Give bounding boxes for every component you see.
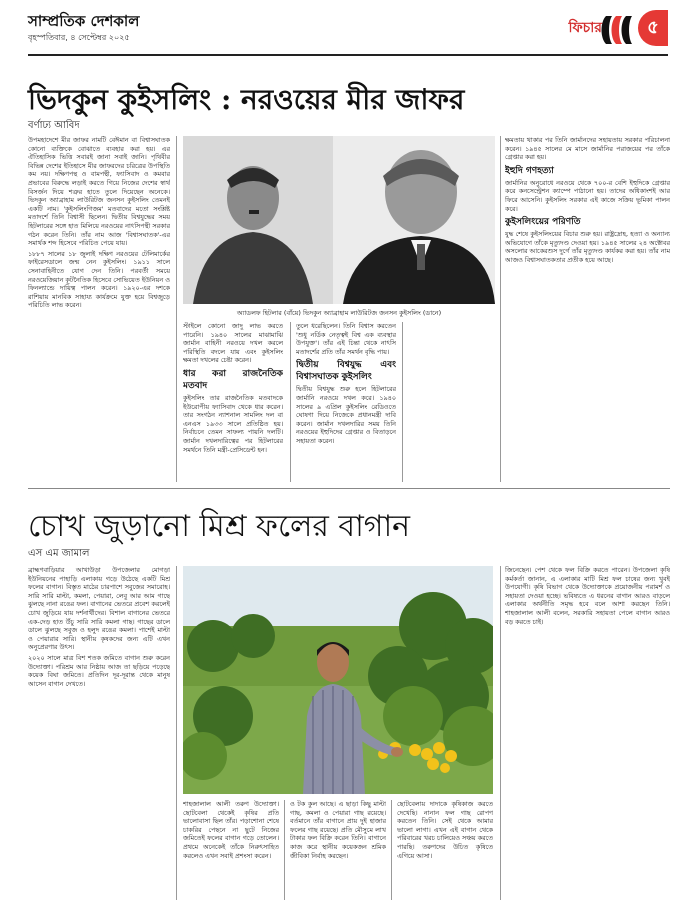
fruit-garden-photo: [183, 566, 493, 794]
article1-column-4: [505, 136, 670, 482]
article2-col1-paragraph: ব্রাহ্মণবাড়িয়ার আখাউড়া উপজেলার মোগড়া ইউনিয়নের পাহাড়ি এলাকায় গড়ে উঠেছে একটি মিশ্র ফলের বাগান। বিস্তৃত মাঠের চারপাশে সবুজের সমারোহ। সারি সারি মাল্টা, কমলা, পেয়ারা, লেবু আর আম গাছে ঝুলছে নানা রঙের ফল। বাগানের ভেতরে প্রবেশ করলেই চোখ জুড়িয়ে যায় দর্শনার্থীদের। বিশাল বাগানের ভেতরে এক-দেড় হাত উঁচু সারি সারি কমলা গাছ। গাছের ডালে ডালে ঝুলছে সবুজ ও হলুদ রঙের কমলা। পাশেই মাল্টা ও পেয়ারার সারি। স্থানীয় কৃষকদের জন্য এটি এখন অনুপ্রেরণার উৎস।: [28, 566, 170, 652]
article1-col4-paragraph-2: জার্মানির অনুরোধে নরওয়ে থেকে ৭০০-র বেশি ইহুদিকে গ্রেপ্তার করে কনসেন্ট্রেশন ক্যাম্পে পাঠানো হয়। তাদের অধিকাংশই আর ফিরে আসেনি। কুইসলিং সরকার এই কাজে সক্রিয় ভূমিকা পালন করে।: [505, 178, 670, 213]
column-divider: [176, 136, 177, 482]
article2-column-2: [183, 800, 279, 900]
article2-col4-paragraph: ছোটবেলায় দাদাকে কৃষিকাজ করতে দেখেছি। নানান ফল গাছ রোপণ করতেন তিনি। সেই থেকে আমার ভালো লাগা। এখন এই বাগান থেকে পরিবারের খরচ চালিয়েও সঞ্চয় করতে পারছি। তরুণদের উচিত কৃষিতে এগিয়ে আসা।: [397, 800, 493, 860]
article1-photo-caption: অ্যাডলফ হিটলার (বাঁয়ে) ভিদকুন অ্যাব্রাহাম লাউরিটজ জনসন কুইসলিং (ডানে): [236, 309, 442, 317]
article2-col3-paragraph: ও টক কুল আছে। এ ছাড়া কিছু মাল্টা গাছ, কমলা ও পেয়ারা গাছ রয়েছে। বর্তমানে তাঁর বাগানে প্রায় দুই হাজার ফলের গাছ রয়েছে। প্রতি মৌসুমে লাখ টাকার ফল বিক্রি করেন তিনি। বাগানে কাজ করে স্থানীয় কয়েকজন শ্রমিক জীবিকা নির্বাহ করছেন।: [290, 800, 386, 860]
column-divider: [391, 800, 392, 900]
article1-column-1: [28, 136, 170, 482]
masthead: [28, 10, 668, 52]
article1-byline: বর্ণাঢ্য আবিদ: [28, 120, 80, 131]
article2-col5-paragraph: জিনেছেন। পেশ থেকে ফল বিক্রি করতে পারেন। উপজেলা কৃষি কর্মকর্তা জানান, এ এলাকার মাটি মিশ্র ফল চাষের জন্য খুবই উপযোগী। কৃষি বিভাগ থেকে উদ্যোক্তাকে প্রয়োজনীয় পরামর্শ ও সহায়তা দেওয়া হচ্ছে। ভবিষ্যতে এ ধরনের বাগান আরও বাড়লে এলাকার অর্থনীতি সমৃদ্ধ হবে বলে আশা করছেন তিনি। শাহজালাল আলী বলেন, সরকারি সহায়তা পেলে বাগান আরও বড় করতে চাই।: [505, 566, 670, 626]
column-divider: [290, 322, 291, 482]
article-separator: [28, 488, 670, 489]
article1-col4-paragraph-3: যুদ্ধ শেষে কুইসলিংয়ের বিচার শুরু হয়। রাষ্ট্রদ্রোহ, হত্যা ও অন্যান্য অভিযোগে তাঁকে মৃত্যুদণ্ড দেওয়া হয়। ১৯৪৫ সালের ২৪ অক্টোবর অসলোর আকেরশুস দুর্গে তাঁর মৃত্যুদণ্ড কার্যকর করা হয়। তাঁর নাম আজও বিশ্বাসঘাতকতার প্রতীক হয়ে আছে।: [505, 230, 670, 264]
article2-byline: এস এম জামাল: [28, 548, 90, 559]
faces-ornament-icon: [598, 12, 638, 48]
issue-date: বৃহস্পতিবার, ৪ সেপ্টেম্বর ২০২৫: [28, 33, 130, 42]
article1-subhead-ww2-traitor: দ্বিতীয় বিশ্বযুদ্ধ এবং বিশ্বাসঘাতক কুইসলিং: [296, 360, 396, 383]
article1-col4-paragraph: ক্ষমতায় থাকার পর তিনি জার্মানদের সহায়তায় সরকার পরিচালনা করেন। ১৯৪৫ সালের মে মাসে জার্মানির পরাজয়ের পর তাঁকে গ্রেপ্তার করা হয়।: [505, 136, 670, 162]
header-rule: [28, 54, 668, 56]
article1-col1-paragraph-2: ১৮৮৭ সালের ১৮ জুলাই দক্ষিণ নরওয়ের টেলিমার্কের ফাইরেসডালে জন্ম নেন কুইসলিং। ১৯১১ সালে সেনাবাহিনীতে যোগ দেন তিনি। পরবর্তী সময়ে নরওয়েজিয়ান কূটনৈতিক হিসেবে সোভিয়েত ইউনিয়ন ও ফিনল্যান্ডে দায়িত্ব পালন করেন। ১৯২০-এর দশকে রাশিয়ায় মানবিক সাহায্য কার্যক্রমে যুক্ত হয়ে বিশ্বজুড়ে পরিচিতি লাভ করেন।: [28, 249, 170, 310]
newspaper-brand: সাম্প্রতিক দেশকাল: [28, 12, 140, 30]
article2-column-1: [28, 566, 170, 900]
article2-photo: [183, 566, 493, 794]
article2-column-5: [505, 566, 670, 900]
section-label: ফিচার: [568, 20, 602, 36]
article2-col1-paragraph-2: ২০২০ সালে মাত্র বিশ শতক জমিতে বাগান শুরু করেন উদ্যোক্তা। পরিশ্রম আর নিষ্ঠায় আজ তা ছড়িয়ে পড়েছে কয়েক বিঘা জমিতে। প্রতিদিন দূর-দূরান্ত থেকে মানুষ আসেন বাগান দেখতে।: [28, 653, 170, 688]
article1-column-2: [183, 322, 283, 482]
article2-column-3: [290, 800, 386, 900]
article1-col1-paragraph-1: উপমহাদেশে মীর জাফর নামটি বেঈমান বা বিশ্বাসঘাতক কোনো ব্যক্তিকে বোঝাতে ব্যবহার করা হয়। এর ঐতিহাসিক ভিত্তি সবারই জানা সবাই জানি। পৃথিবীর বিভিন্ন দেশের ইতিহাসে মীর জাফরদের চরিত্রের উপস্থিতি কম নয়। দক্ষিণপন্থ ও বামপন্থী, ফ্যাসিবাদ ও কমবার প্রভাবের বিরুদ্ধে লড়াই করতে গিয়ে নিজের দেশের স্বার্থ বিসর্জন দিয়ে শত্রুর হাতে তুলে দিয়েছেন অনেকে। ভিদকুন অ্যাব্রাহাম লাউরিটজ জনসন কুইসলিং তেমনই একটি নাম। 'কুইসলিংগিজম' মতবাদের মতো সংশ্লিষ্ট মতাদর্শে তিনি বিশ্বাসী ছিলেন। দ্বিতীয় বিশ্বযুদ্ধের সময় হিটলারের সঙ্গে হাত মিলিয়ে নরওয়ের নাৎসিপন্থী সরকার গঠন করেন তিনি। তাঁর নাম আজ 'বিশ্বাসঘাতক'-এর সমার্থক শব্দ হিসেবে পরিচিত পেয়ে যায়।: [28, 136, 170, 248]
article1-photo: [183, 136, 495, 304]
article1-headline: ভিদকুন কুইসলিং : নরওয়ের মীর জাফর: [28, 83, 465, 116]
article1-col2-paragraph-2: কুইসলিং তার রাজনৈতিক মতবাদকে ইউরোপীয় ফ্যাসিবাদ থেকে ধার করেন। তার সংগঠন ন্যাশনাল সামলিং দল বা এনএস ১৯৩৩ সালে প্রতিষ্ঠিত হয়। নির্বাচনে তেমন সাফল্য পায়নি দলটি। জার্মান দখলদারিত্বের পর হিটলারের সমর্থনে তিনি মন্ত্রী-প্রেসিডেন্ট হন।: [183, 393, 283, 454]
article2-col2-paragraph: শাহজালাল আলী তরুণ উদ্যোক্তা। ছোটবেলা থেকেই কৃষির প্রতি ভালোবাসা ছিল তাঁর। পড়াশোনা শেষে চাকরির পেছনে না ছুটে নিজের জমিতেই ফলের বাগান গড়ে তোলেন। প্রথমে অনেকেই তাঁকে নিরুৎসাহিত করলেও এখন সবাই প্রশংসা করেন।: [183, 800, 279, 860]
article1-col2-paragraph: স্টাইলে কোনো জাদু লাভ করতে পারেনি। ১৯৪০ সালের মাঝামাঝি জার্মান বাহিনী নরওয়ে দখল করলে পরিস্থিতি বদলে যায় এবং কুইসলিং ক্ষমতা দখলের চেষ্টা করেন।: [183, 322, 283, 365]
column-divider: [500, 136, 501, 482]
column-divider: [500, 566, 501, 900]
column-divider: [176, 566, 177, 900]
column-divider: [402, 322, 403, 482]
article1-subhead-borrowed-ideology: ধার করা রাজনৈতিক মতবাদ: [183, 368, 283, 391]
page-number-badge: ৫: [638, 10, 668, 46]
article1-subhead-jewish-genocide: ইহুদি গণহত্যা: [505, 165, 554, 176]
column-divider: [284, 800, 285, 900]
article1-col3-paragraph-2: দ্বিতীয় বিশ্বযুদ্ধ শুরু হলে হিটলারের জার্মানি নরওয়ে দখল করে। ১৯৪০ সালের ৯ এপ্রিল কুইসলিং রেডিওতে ঘোষণা দিয়ে নিজেকে প্রধানমন্ত্রী দাবি করেন। জার্মান দখলদারির সময় তিনি নরওয়ের ইহুদিদের গ্রেপ্তার ও বিতাড়নে সহায়তা করেন।: [296, 385, 396, 445]
article1-col3-paragraph: তুলে ধরেছিলেন। তিনি বিশ্বাস করতেন 'শুধু নর্ডিক নেতৃত্বই বিশ্ব এক ব্যবস্থার উপযুক্ত'। তাঁর এই চিন্তা থেকে নাৎসি মতাদর্শের প্রতি তাঁর সমর্থন বৃদ্ধি পায়।: [296, 322, 396, 356]
article2-headline: চোখ জুড়ানো মিশ্র ফলের বাগান: [28, 509, 411, 544]
article2-column-4: [397, 800, 493, 900]
article1-subhead-fate: কুইসলিংয়ের পরিণতি: [505, 217, 581, 228]
article1-column-3: [296, 322, 396, 482]
hitler-quisling-photo: [183, 136, 495, 304]
